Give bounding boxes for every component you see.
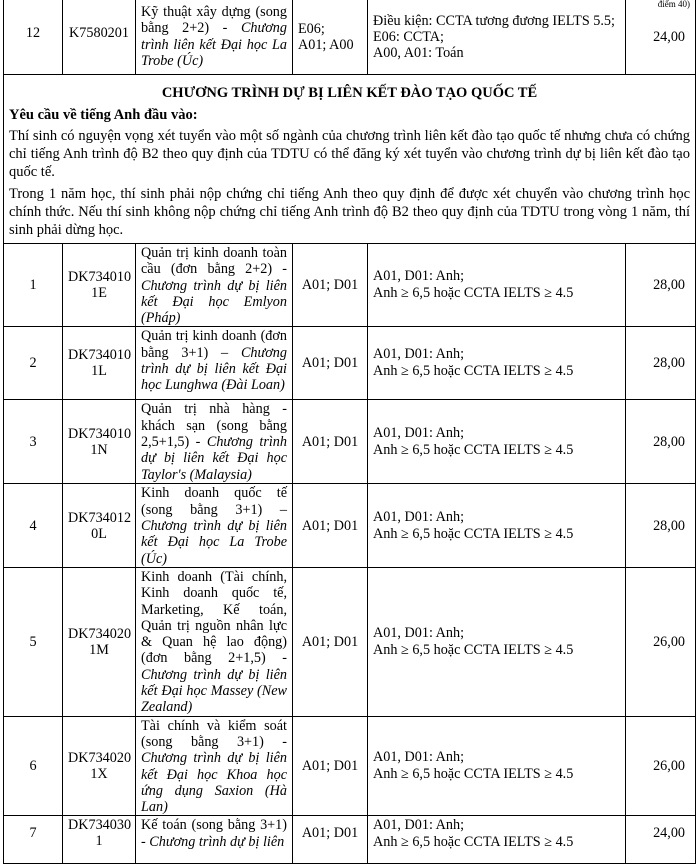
code-line: DK734030 xyxy=(68,817,132,834)
program-name xyxy=(136,567,293,716)
score: 24,00 xyxy=(626,0,696,75)
conditions xyxy=(368,0,626,75)
score: 24,00 xyxy=(626,816,696,864)
program-name-plain: Kế toán (song bằng 3+1) - xyxy=(141,817,287,850)
row-number: 7 xyxy=(4,816,63,864)
code-line: DK734012 xyxy=(68,509,132,526)
condition-line: Anh ≥ 6,5 hoặc CCTA IELTS ≥ 4.5 xyxy=(373,766,574,783)
code-line: 1M xyxy=(89,641,109,658)
subject-combos: A01; D01 xyxy=(293,816,368,864)
program-name xyxy=(136,0,293,75)
program-name-plain: Quản trị nhà hàng - khách sạn (song bằng 2,5+1,5) - xyxy=(141,401,287,451)
program-name xyxy=(136,327,293,400)
section-block xyxy=(4,75,696,244)
code-line: DK734010 xyxy=(68,269,132,286)
row-number: 2 xyxy=(4,327,63,400)
row-number: 3 xyxy=(4,400,63,484)
program-name xyxy=(136,716,293,816)
program-name-italic: Chương trình dự bị liên xyxy=(149,833,285,850)
section-row xyxy=(4,75,696,244)
row-number: 5 xyxy=(4,567,63,716)
program-name-italic: Chương trình dự bị liên kết Đại học Taylor's (Malaysia) xyxy=(141,434,287,483)
program-code xyxy=(63,816,136,864)
code-line: 1L xyxy=(91,363,107,380)
subject-combos: A01; D01 xyxy=(293,484,368,567)
table-row xyxy=(4,484,696,567)
program-name xyxy=(136,816,293,864)
condition-line: A01, D01: Anh; xyxy=(373,624,465,641)
code-line: 1N xyxy=(90,441,108,458)
code-line: DK734020 xyxy=(68,625,132,642)
table-row xyxy=(4,567,696,716)
conditions xyxy=(368,327,626,400)
score: 26,00 xyxy=(626,567,696,716)
condition-line: E06: CCTA; xyxy=(373,28,444,45)
condition-line: Anh ≥ 6,5 hoặc CCTA IELTS ≥ 4.5 xyxy=(373,834,574,851)
score: 28,00 xyxy=(626,244,696,327)
program-code xyxy=(63,567,136,716)
program-name-italic: Chương trình dự bị liên kết Đại học La Trobe (Úc) xyxy=(141,518,287,567)
table-row xyxy=(4,0,696,75)
conditions xyxy=(368,484,626,567)
table-row xyxy=(4,400,696,484)
conditions xyxy=(368,244,626,327)
program-name-plain: Quản trị kinh doanh toàn cầu (đơn bằng 2+2) - xyxy=(141,245,287,278)
program-name-plain: Kinh doanh (Tài chính, Kinh doanh quốc tế, Marketing, Kế toán, Quản trị nguồn nhân lực & Quan hệ lao động) (đơn bằng 2+1,5) - xyxy=(141,568,287,667)
program-name-plain: Kỹ thuật xây dựng (song bằng 2+2) - xyxy=(141,3,287,37)
program-code xyxy=(63,244,136,327)
subject-combos: A01; D01 xyxy=(293,244,368,327)
condition-line: Anh ≥ 6,5 hoặc CCTA IELTS ≥ 4.5 xyxy=(373,363,574,380)
section-subtitle: Yêu cầu về tiếng Anh đầu vào: xyxy=(9,107,198,123)
section-paragraph: Trong 1 năm học, thí sinh phải nộp chứng chỉ tiếng Anh theo quy định để được xét chuyển vào chương trình học chính thức. Nếu thí sinh không nộp chứng chỉ tiếng Anh trình độ B2 theo quy định của TDTU trong vòng 1 năm, thí sinh phải dừng học. xyxy=(9,186,690,238)
conditions xyxy=(368,816,626,864)
condition-line: A01, D01: Anh; xyxy=(373,508,465,525)
row-number: 1 xyxy=(4,244,63,327)
program-code xyxy=(63,327,136,400)
subject-combos: A01; D01 xyxy=(293,716,368,816)
condition-line: A01, D01: Anh; xyxy=(373,268,465,285)
table-row xyxy=(4,327,696,400)
program-name xyxy=(136,484,293,567)
code-line: 0L xyxy=(91,525,107,542)
condition-line: A01, D01: Anh; xyxy=(373,749,465,766)
program-name-plain: Tài chính và kiểm soát (song bằng 3+1) - xyxy=(141,717,287,750)
combo-line: E06; xyxy=(298,20,325,37)
program-name-italic: Chương trình dự bị liên kết Đại học Emlyon (Pháp) xyxy=(141,277,287,327)
conditions xyxy=(368,567,626,716)
conditions xyxy=(368,716,626,816)
condition-line: Anh ≥ 6,5 hoặc CCTA IELTS ≥ 4.5 xyxy=(373,641,574,658)
condition-line: A01, D01: Anh; xyxy=(373,817,465,834)
program-name-plain: Quản trị kinh doanh (đơn bằng 3+1) – xyxy=(141,328,287,361)
table-row xyxy=(4,716,696,816)
code-line: 1 xyxy=(95,833,103,850)
conditions xyxy=(368,400,626,484)
program-name xyxy=(136,244,293,327)
program-name xyxy=(136,400,293,484)
program-name-italic: Chương trình dự bị liên kết Đại học Lunghwa (Đài Loan) xyxy=(141,344,287,394)
table-row xyxy=(4,816,696,864)
row-number: 4 xyxy=(4,484,63,567)
program-name-plain: Kinh doanh quốc tế (song bằng 3+1) – xyxy=(141,485,287,518)
score: 28,00 xyxy=(626,400,696,484)
code-line: DK734020 xyxy=(68,750,132,767)
condition-line: Anh ≥ 6,5 hoặc CCTA IELTS ≥ 4.5 xyxy=(373,285,574,302)
program-name-italic: Chương trình liên kết Đại học La Trobe (Úc) xyxy=(141,20,287,69)
program-name-italic: Chương trình dự bị liên kết Đại học Massey (New Zealand) xyxy=(141,666,287,716)
program-code: K7580201 xyxy=(63,0,136,75)
combo-line: A01; A00 xyxy=(298,36,354,53)
admission-table xyxy=(3,0,696,864)
condition-line: A01, D01: Anh; xyxy=(373,346,465,363)
section-title: CHƯƠNG TRÌNH DỰ BỊ LIÊN KẾT ĐÀO TẠO QUỐC TẾ xyxy=(161,85,538,101)
condition-line: Anh ≥ 6,5 hoặc CCTA IELTS ≥ 4.5 xyxy=(373,441,574,458)
code-line: 1E xyxy=(91,285,107,302)
row-number: 12 xyxy=(4,0,63,75)
score: 28,00 xyxy=(626,484,696,567)
code-line: 1X xyxy=(90,766,108,783)
score: 28,00 xyxy=(626,327,696,400)
program-code xyxy=(63,484,136,567)
condition-line: Anh ≥ 6,5 hoặc CCTA IELTS ≥ 4.5 xyxy=(373,525,574,542)
code-line: DK734010 xyxy=(68,425,132,442)
program-code xyxy=(63,400,136,484)
header-overflow-text: điểm 40) xyxy=(657,0,690,9)
condition-line: A01, D01: Anh; xyxy=(373,424,465,441)
program-code xyxy=(63,716,136,816)
subject-combos: A01; D01 xyxy=(293,327,368,400)
table-row xyxy=(4,244,696,327)
code-line: DK734010 xyxy=(68,347,132,364)
condition-line: A00, A01: Toán xyxy=(373,44,464,61)
program-name-italic: Chương trình dự bị liên kết Đại học Khoa học ứng dụng Saxion (Hà Lan) xyxy=(141,750,287,816)
row-number: 6 xyxy=(4,716,63,816)
section-paragraph: Thí sinh có nguyện vọng xét tuyển vào một số ngành của chương trình liên kết đào tạo quốc tế nhưng chưa có chứng chỉ tiếng Anh trình độ B2 theo quy định của TDTU có thể đăng ký xét tuyển vào chương trình dự bị liên kết đào tạo quốc tế. xyxy=(9,128,690,180)
subject-combos: A01; D01 xyxy=(293,567,368,716)
condition-line: Điều kiện: CCTA tương đương IELTS 5.5; xyxy=(373,12,615,29)
subject-combos xyxy=(293,0,368,75)
score: 26,00 xyxy=(626,716,696,816)
subject-combos: A01; D01 xyxy=(293,400,368,484)
